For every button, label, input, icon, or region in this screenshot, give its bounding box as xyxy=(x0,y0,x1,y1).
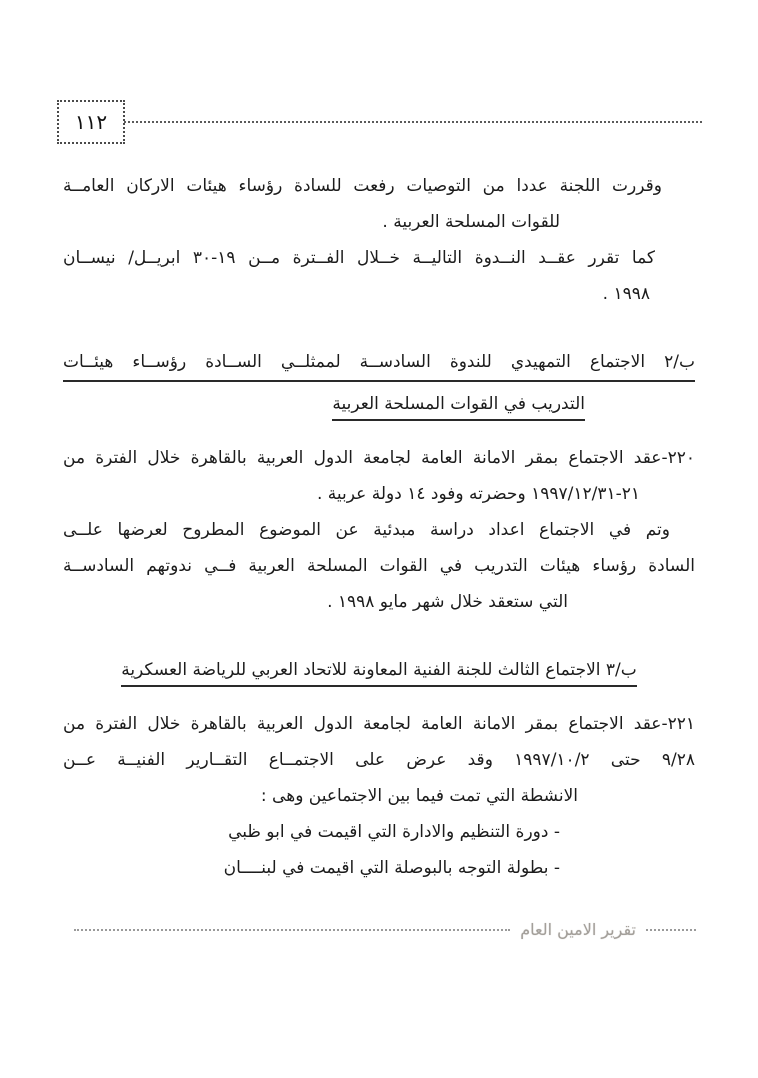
footer-dotted-rule-long xyxy=(74,929,510,931)
paragraph-221-list-item-1: - دورة التنظيم والادارة التي اقيمت في ابو ظبي xyxy=(228,822,560,842)
paragraph-220b-line-3: التي ستعقد خلال شهر مايو ١٩٩٨ . xyxy=(327,592,568,612)
footer-dotted-rule-short xyxy=(646,929,696,931)
section-heading-b2-line-2-text: التدريب في القوات المسلحة العربية xyxy=(332,394,585,421)
section-heading-b2-line-2 xyxy=(63,386,695,422)
paragraph-2-line-2: ١٩٩٨ . xyxy=(602,284,650,304)
page-footer xyxy=(74,920,696,939)
page-body xyxy=(63,168,695,886)
paragraph-220-line-2: ٢١-٣١‏/‏١٢‏/‏١٩٩٧ وحضرته وفود ١٤ دولة عربية . xyxy=(317,484,640,504)
paragraph-1-line-2: للقوات المسلحة العربية . xyxy=(382,212,560,232)
paragraph-220-line-1: ٢٢٠-عقد الاجتماع بمقر الامانة العامة لجامعة الدول العربية بالقاهرة خلال الفترة من xyxy=(63,448,695,468)
footer-label: تقرير الامين العام xyxy=(520,920,636,939)
section-heading-b3-text: ب/٣ الاجتماع الثالث للجنة الفنية المعاونة للاتحاد العربي للرياضة العسكرية xyxy=(121,660,637,687)
paragraph-2-line-1: كما تقرر عقــد النــدوة التاليــة خــلال الفــترة مــن ١٩-٣٠ ابريــل/ نيســان xyxy=(63,248,655,268)
paragraph-220b-line-2: السادة رؤساء هيئات التدريب في القوات المسلحة العربية فــي ندوتهم السادســة xyxy=(63,556,695,576)
page-number-badge xyxy=(57,100,125,144)
section-heading-b2-line-1: ب/٢ الاجتماع التمهيدي للندوة السادســة لممثلــي الســادة رؤســاء هيئــات xyxy=(63,344,695,382)
paragraph-221-line-1: ٢٢١-عقد الاجتماع بمقر الامانة العامة لجامعة الدول العربية بالقاهرة خلال الفترة من xyxy=(63,714,695,734)
paragraph-221-line-3: الانشطة التي تمت فيما بين الاجتماعين وهى : xyxy=(260,786,578,806)
paragraph-1-line-1: وقررت اللجنة عددا من التوصيات رفعت للسادة رؤساء هيئات الاركان العامــة xyxy=(63,176,662,196)
paragraph-221-line-2: ٢٨‏/‏٩ حتى ٢‏/‏١٠‏/‏١٩٩٧ وقد عرض على الاجتمــاع التقــارير الفنيــة عــن xyxy=(63,750,696,770)
page-number: ١١٢ xyxy=(74,110,108,134)
section-heading-b3 xyxy=(63,652,695,688)
header-dotted-rule xyxy=(124,121,702,123)
paragraph-221-list-item-2: - بطولة التوجه بالبوصلة التي اقيمت في لبنــــان xyxy=(223,858,560,878)
paragraph-220b-line-1: وتم في الاجتماع اعداد دراسة مبدئية عن الموضوع المطروح لعرضها علــى xyxy=(63,520,670,540)
